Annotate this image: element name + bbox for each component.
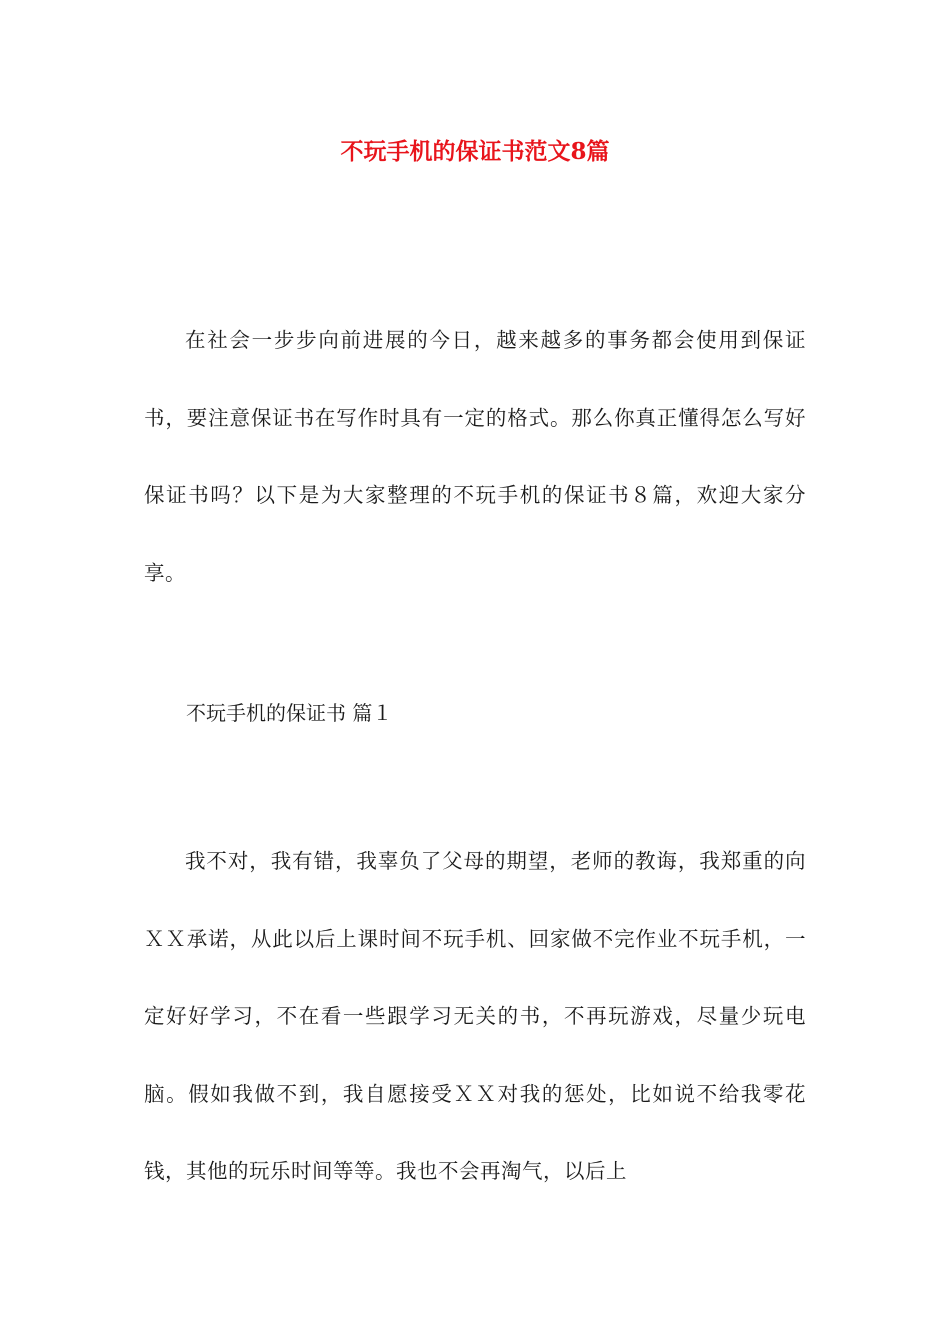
intro-paragraph: 在社会一步步向前进展的今日，越来越多的事务都会使用到保证书，要注意保证书在写作时具有一定的格式。那么你真正懂得怎么写好保证书吗？以下是为大家整理的不玩手机的保证书８篇，欢迎大家分享。 (144, 328, 806, 585)
section-heading: 不玩手机的保证书 篇１ (186, 701, 393, 725)
document-title: 不玩手机的保证书范文8篇 (340, 138, 610, 165)
section-body-paragraph: 我不对，我有错，我辜负了父母的期望，老师的教诲，我郑重的向ＸＸ承诺，从此以后上课时间不玩手机、回家做不完作业不玩手机，一定好好学习，不在看一些跟学习无关的书，不再玩游戏，尽量少玩电脑。假如我做不到，我自愿接受ＸＸ对我的惩处，比如说不给我零花钱，其他的玩乐时间等等。我也不会再淘气，以后上 (144, 849, 806, 1183)
